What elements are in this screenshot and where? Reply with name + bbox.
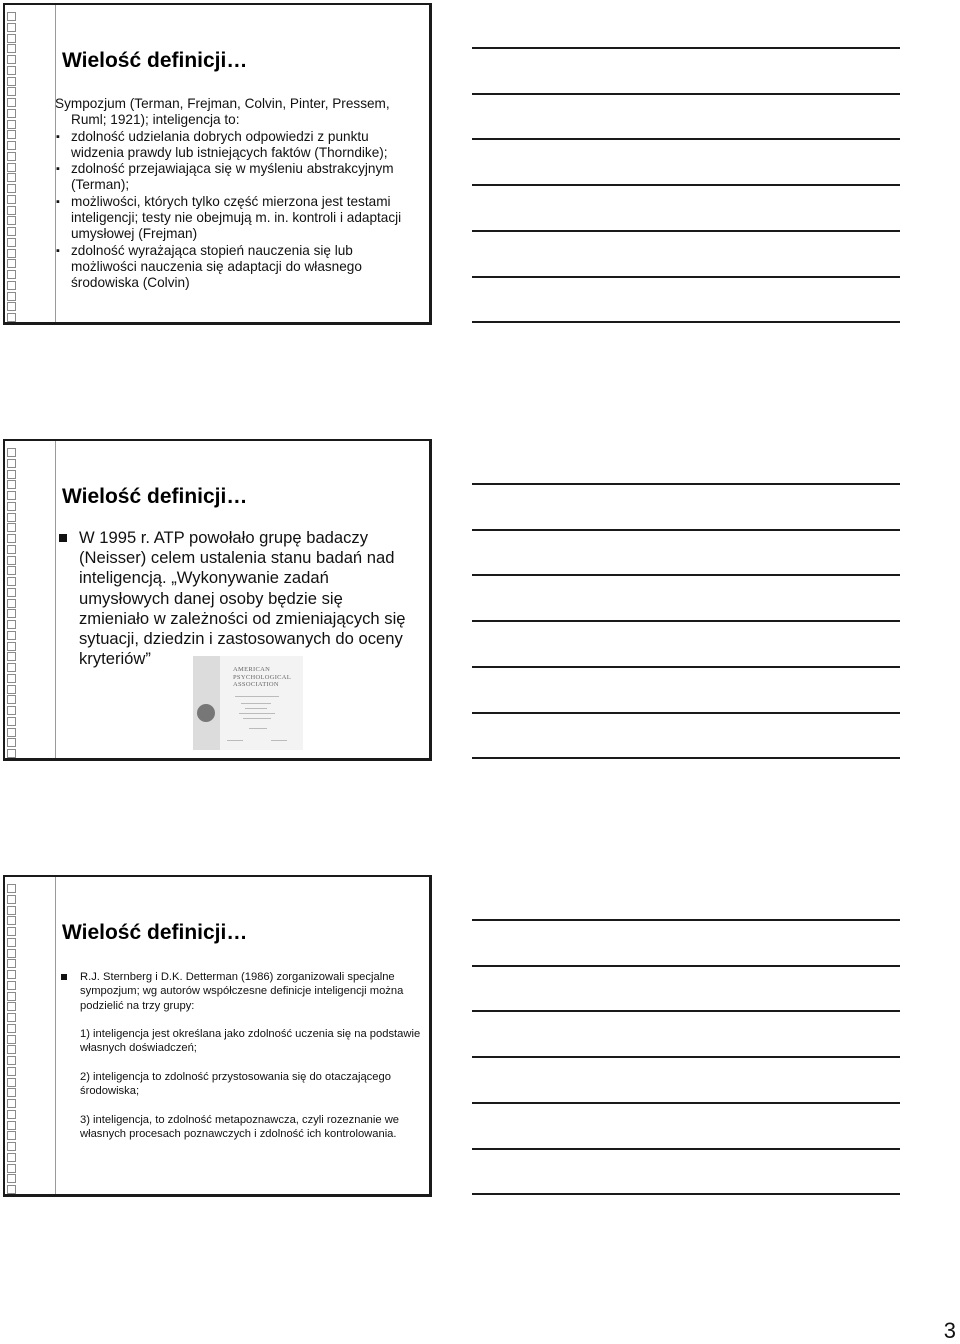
slide-2: [3, 439, 432, 761]
margin-square: [7, 728, 16, 737]
margin-square: [7, 34, 16, 43]
margin-square: [7, 195, 16, 204]
notes-line: [472, 574, 900, 576]
margin-square: [7, 44, 16, 53]
margin-square: [7, 1067, 16, 1076]
margin-square: [7, 491, 16, 500]
notes-line: [472, 666, 900, 668]
notes-line: [472, 757, 900, 759]
slide-3: [3, 875, 432, 1197]
group-item: 2) inteligencja to zdolność przystosowania się do otaczającego środowiska;: [80, 1071, 391, 1098]
margin-square: [7, 23, 16, 32]
notes-line: [472, 47, 900, 49]
list-item: [55, 970, 421, 1013]
slide-body: [55, 970, 421, 1142]
margin-square: [7, 949, 16, 958]
margin-square: [7, 717, 16, 726]
group-item: 1) inteligencja jest określana jako zdolność uczenia się na podstawie własnych doświadczeń;: [80, 1028, 421, 1055]
margin-square: [7, 895, 16, 904]
margin-square: [7, 513, 16, 522]
margin-square: [7, 906, 16, 915]
bullet-icon: ▪: [56, 244, 60, 257]
margin-square: [7, 1110, 16, 1119]
margin-square: [7, 238, 16, 247]
margin-square: [7, 1002, 16, 1011]
margin-square: [7, 173, 16, 182]
margin-square: [7, 938, 16, 947]
margin-square: [7, 1185, 16, 1194]
notes-line: [472, 1056, 900, 1058]
group-item: 3) inteligencja, to zdolność metapoznawcza, czyli rozeznanie we własnych procesach poznawczych i zdolność ich kontrolowania.: [80, 1113, 400, 1141]
margin-square: [7, 599, 16, 608]
margin-square: [7, 66, 16, 75]
margin-square: [7, 685, 16, 694]
margin-square: [7, 545, 16, 554]
margin-square: [7, 1174, 16, 1183]
margin-square: [7, 1099, 16, 1108]
margin-square: [7, 184, 16, 193]
margin-square: [7, 1121, 16, 1130]
margin-square: [7, 1153, 16, 1162]
list-item: [55, 129, 421, 162]
bullet-icon: ▪: [56, 195, 60, 208]
slide-title: Wielość definicji…: [62, 921, 248, 944]
list-item-text: zdolność wyrażająca stopień nauczenia się lub możliwości nauczenia się adaptacji do własnego środowiska (Colvin): [71, 242, 362, 291]
margin-square: [7, 1131, 16, 1140]
notes-line: [472, 712, 900, 714]
margin-square: [7, 674, 16, 683]
apa-seal-icon: [197, 704, 215, 722]
bullet-icon: [61, 974, 67, 980]
notes-line: [472, 483, 900, 485]
list-item-text: W 1995 r. ATP powołało grupę badaczy (Neisser) celem ustalenia stanu badań nad inteligencją. „Wykonywanie zadań umysłowych danej osoby będzie się zmieniało w zależności od zmieniających się sytuacji, dziedzin i zastosowanych do oceny kryteriów”: [79, 528, 406, 669]
margin-square: [7, 588, 16, 597]
margin-square: [7, 1078, 16, 1087]
margin-square: [7, 459, 16, 468]
margin-square: [7, 141, 16, 150]
margin-square: [7, 695, 16, 704]
margin-square: [7, 87, 16, 96]
margin-square: [7, 480, 16, 489]
list-item: [55, 528, 409, 669]
margin-square: [7, 706, 16, 715]
margin-square: [7, 109, 16, 118]
margin-square: [7, 1045, 16, 1054]
margin-square: [7, 12, 16, 21]
margin-square: [7, 55, 16, 64]
notes-line: [472, 1148, 900, 1150]
margin-square: [7, 652, 16, 661]
margin-square: [7, 1142, 16, 1151]
margin-square: [7, 502, 16, 511]
margin-square: [7, 448, 16, 457]
margin-square: [7, 970, 16, 979]
margin-square: [7, 130, 16, 139]
slide-body: [55, 528, 409, 669]
margin-square: [7, 206, 16, 215]
margin-square: [7, 98, 16, 107]
margin-square: [7, 534, 16, 543]
margin-square: [7, 981, 16, 990]
bullet-icon: [59, 534, 67, 542]
margin-square: [7, 1088, 16, 1097]
notes-line: [472, 1010, 900, 1012]
margin-square: [7, 566, 16, 575]
margin-square: [7, 216, 16, 225]
notes-line: [472, 1102, 900, 1104]
notes-line: [472, 1193, 900, 1195]
certificate-logo-text: AMERICAN PSYCHOLOGICAL ASSOCIATION: [233, 666, 292, 688]
margin-square: [7, 259, 16, 268]
margin-square: [7, 1056, 16, 1065]
margin-square: [7, 281, 16, 290]
slide-margin-strip: [5, 5, 56, 322]
margin-square: [7, 523, 16, 532]
notes-line: [472, 230, 900, 232]
margin-square: [7, 292, 16, 301]
notes-line: [472, 184, 900, 186]
list-item-text: zdolność przejawiająca się w myśleniu abstrakcyjnym (Terman);: [71, 161, 394, 193]
slide-1: [3, 3, 432, 325]
slide-margin-strip: [5, 877, 56, 1194]
notes-line: [472, 321, 900, 323]
notes-line: [472, 276, 900, 278]
margin-square: [7, 577, 16, 586]
margin-square: [7, 631, 16, 640]
margin-square: [7, 77, 16, 86]
bullet-icon: ▪: [56, 163, 60, 176]
list-item-text: R.J. Sternberg i D.K. Detterman (1986) zorganizowali specjalne sympozjum; wg autorów współczesne definicje inteligencji można podzielić na trzy grupy:: [80, 971, 404, 1012]
margin-square: [7, 663, 16, 672]
margin-square: [7, 227, 16, 236]
margin-square: [7, 556, 16, 565]
notes-line: [472, 919, 900, 921]
slide-title: Wielość definicji…: [62, 485, 248, 508]
margin-square: [7, 884, 16, 893]
margin-square: [7, 1024, 16, 1033]
margin-square: [7, 1035, 16, 1044]
margin-square: [7, 738, 16, 747]
bullet-icon: ▪: [56, 130, 60, 143]
margin-square: [7, 1013, 16, 1022]
margin-square: [7, 120, 16, 129]
margin-square: [7, 959, 16, 968]
margin-square: [7, 163, 16, 172]
margin-square: [7, 642, 16, 651]
list-item: [55, 194, 421, 243]
notes-line: [472, 529, 900, 531]
margin-square: [7, 749, 16, 758]
page-number: 3: [943, 1318, 956, 1343]
slide-title: Wielość definicji…: [62, 49, 248, 72]
margin-square: [7, 270, 16, 279]
apa-certificate-image: [193, 656, 303, 750]
margin-square: [7, 302, 16, 311]
list-item: [55, 161, 421, 194]
notes-line: [472, 965, 900, 967]
margin-square: [7, 249, 16, 258]
notes-line: [472, 620, 900, 622]
list-item-text: możliwości, których tylko część mierzona jest testami inteligencji; testy nie obejmują m. in. kontroli i adaptacji umysłowej (Frejman): [71, 193, 402, 242]
margin-square: [7, 313, 16, 322]
notes-line: [472, 93, 900, 95]
margin-square: [7, 609, 16, 618]
slide-margin-strip: [5, 441, 56, 758]
margin-square: [7, 916, 16, 925]
list-item-text: zdolność udzielania dobrych odpowiedzi z punktu widzenia prawdy lub istniejących faktów (Thorndike);: [71, 128, 388, 160]
margin-square: [7, 152, 16, 161]
margin-square: [7, 927, 16, 936]
margin-square: [7, 620, 16, 629]
slide-body: [55, 96, 421, 292]
margin-square: [7, 470, 16, 479]
notes-line: [472, 138, 900, 140]
margin-square: [7, 1164, 16, 1173]
intro-text: Sympozjum (Terman, Frejman, Colvin, Pinter, Pressem, Ruml; 1921); inteligencja to:: [55, 96, 390, 128]
margin-square: [7, 992, 16, 1001]
list-item: [55, 243, 421, 292]
